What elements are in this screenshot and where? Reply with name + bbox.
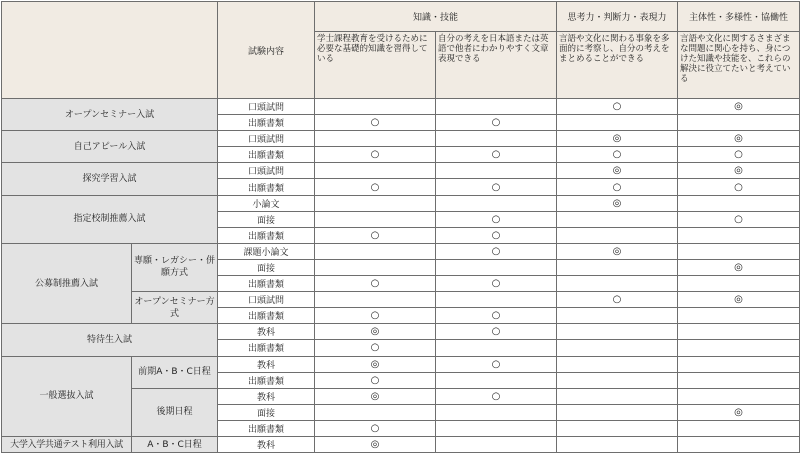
mark-cell bbox=[315, 211, 436, 227]
mark-cell bbox=[315, 131, 436, 147]
mark-cell: ○ bbox=[678, 179, 800, 195]
exam-cell: 面接 bbox=[218, 211, 315, 227]
mark-cell: ○ bbox=[436, 179, 557, 195]
mark-cell: ◎ bbox=[678, 404, 800, 420]
mark-cell bbox=[557, 259, 678, 275]
header-corner bbox=[2, 2, 218, 99]
mark-cell: ○ bbox=[557, 292, 678, 308]
mark-cell bbox=[436, 131, 557, 147]
mark-cell bbox=[315, 259, 436, 275]
mark-cell bbox=[678, 324, 800, 340]
mark-cell bbox=[436, 420, 557, 436]
mark-cell bbox=[678, 195, 800, 211]
exam-cell: 教科 bbox=[218, 388, 315, 404]
row-sublabel-public-2: オープンセミナー方式 bbox=[132, 292, 218, 324]
mark-cell bbox=[557, 308, 678, 324]
mark-cell bbox=[436, 436, 557, 452]
mark-cell: ○ bbox=[315, 308, 436, 324]
exam-cell: 小論文 bbox=[218, 195, 315, 211]
mark-cell bbox=[557, 388, 678, 404]
mark-cell: ○ bbox=[436, 243, 557, 259]
mark-cell bbox=[315, 163, 436, 179]
mark-cell: ○ bbox=[315, 147, 436, 163]
mark-cell bbox=[678, 308, 800, 324]
mark-cell bbox=[436, 292, 557, 308]
mark-cell bbox=[557, 404, 678, 420]
mark-cell: ◎ bbox=[678, 163, 800, 179]
row-label-self-appeal: 自己アピール入試 bbox=[2, 131, 218, 163]
mark-cell bbox=[678, 388, 800, 404]
mark-cell bbox=[436, 259, 557, 275]
mark-cell: ○ bbox=[315, 179, 436, 195]
mark-cell bbox=[678, 243, 800, 259]
mark-cell: ○ bbox=[315, 276, 436, 292]
mark-cell: ○ bbox=[436, 308, 557, 324]
mark-cell: ◎ bbox=[678, 131, 800, 147]
mark-cell: ○ bbox=[436, 147, 557, 163]
mark-cell bbox=[557, 436, 678, 452]
mark-cell: ◎ bbox=[557, 131, 678, 147]
mark-cell bbox=[436, 195, 557, 211]
exam-cell: 口頭試問 bbox=[218, 131, 315, 147]
mark-cell bbox=[557, 115, 678, 131]
mark-cell bbox=[315, 99, 436, 115]
mark-cell: ○ bbox=[678, 211, 800, 227]
exam-cell: 出願書類 bbox=[218, 420, 315, 436]
exam-cell: 出願書類 bbox=[218, 115, 315, 131]
mark-cell bbox=[557, 372, 678, 388]
mark-cell bbox=[315, 243, 436, 259]
mark-cell bbox=[678, 227, 800, 243]
exam-cell: 教科 bbox=[218, 436, 315, 452]
mark-cell: ○ bbox=[557, 147, 678, 163]
exam-cell: 口頭試問 bbox=[218, 163, 315, 179]
row-sublabel-public-1: 専願・レガシー・併願方式 bbox=[132, 243, 218, 291]
mark-cell bbox=[678, 115, 800, 131]
exam-cell: 面接 bbox=[218, 404, 315, 420]
header-group-knowledge: 知識・技能 bbox=[315, 2, 557, 32]
mark-cell: ◎ bbox=[557, 243, 678, 259]
header-group-autonomy: 主体性・多様性・協働性 bbox=[678, 2, 800, 32]
header-desc-thinking: 言語や文化に関わる事象を多面的に考察し、自分の考えをまとめることができる bbox=[557, 32, 678, 99]
exam-cell: 出願書類 bbox=[218, 179, 315, 195]
mark-cell: ◎ bbox=[557, 195, 678, 211]
mark-cell: ○ bbox=[315, 420, 436, 436]
mark-cell bbox=[678, 420, 800, 436]
row-label-public: 公募制推薦入試 bbox=[2, 243, 132, 323]
exam-cell: 教科 bbox=[218, 324, 315, 340]
mark-cell bbox=[315, 404, 436, 420]
mark-cell: ○ bbox=[436, 211, 557, 227]
mark-cell bbox=[678, 436, 800, 452]
mark-cell: ◎ bbox=[315, 388, 436, 404]
mark-cell: ○ bbox=[315, 227, 436, 243]
row-label-scholarship: 特待生入試 bbox=[2, 324, 218, 356]
mark-cell: ◎ bbox=[678, 259, 800, 275]
header-exam-content: 試験内容 bbox=[218, 2, 315, 99]
mark-cell: ○ bbox=[436, 227, 557, 243]
mark-cell: ◎ bbox=[678, 292, 800, 308]
exam-cell: 面接 bbox=[218, 259, 315, 275]
mark-cell bbox=[557, 420, 678, 436]
mark-cell: ○ bbox=[315, 340, 436, 356]
mark-cell: ○ bbox=[678, 147, 800, 163]
exam-cell: 出願書類 bbox=[218, 227, 315, 243]
mark-cell: ◎ bbox=[678, 99, 800, 115]
mark-cell bbox=[557, 324, 678, 340]
mark-cell: ◎ bbox=[315, 324, 436, 340]
exam-cell: 出願書類 bbox=[218, 372, 315, 388]
mark-cell bbox=[315, 292, 436, 308]
mark-cell bbox=[678, 356, 800, 372]
exam-cell: 口頭試問 bbox=[218, 292, 315, 308]
row-sublabel-common-test: A・B・C日程 bbox=[132, 436, 218, 452]
mark-cell bbox=[436, 372, 557, 388]
row-sublabel-general-1: 前期A・B・C日程 bbox=[132, 356, 218, 388]
exam-cell: 出願書類 bbox=[218, 308, 315, 324]
row-label-open-seminar: オープンセミナー入試 bbox=[2, 99, 218, 131]
row-label-common-test: 大学入学共通テスト利用入試 bbox=[2, 436, 132, 452]
row-sublabel-general-2: 後期日程 bbox=[132, 388, 218, 436]
row-label-general: 一般選抜入試 bbox=[2, 356, 132, 436]
mark-cell: ◎ bbox=[315, 356, 436, 372]
mark-cell: ◎ bbox=[557, 163, 678, 179]
mark-cell bbox=[557, 340, 678, 356]
mark-cell bbox=[436, 99, 557, 115]
mark-cell bbox=[557, 356, 678, 372]
exam-cell: 出願書類 bbox=[218, 340, 315, 356]
mark-cell bbox=[678, 372, 800, 388]
mark-cell bbox=[557, 276, 678, 292]
mark-cell: ○ bbox=[315, 372, 436, 388]
mark-cell: ○ bbox=[557, 99, 678, 115]
exam-cell: 課題小論文 bbox=[218, 243, 315, 259]
mark-cell bbox=[557, 227, 678, 243]
header-desc-autonomy: 言語や文化に関するさまざまな問題に関心を持ち、身につけた知識や技能を、これらの解決に役立てたいと考えている bbox=[678, 32, 800, 99]
header-group-thinking: 思考力・判断力・表現力 bbox=[557, 2, 678, 32]
mark-cell: ○ bbox=[315, 115, 436, 131]
mark-cell bbox=[678, 340, 800, 356]
mark-cell: ○ bbox=[436, 324, 557, 340]
mark-cell bbox=[436, 163, 557, 179]
header-desc-knowledge-2: 自分の考えを日本語または英語で他者にわかりやすく文章表現できる bbox=[436, 32, 557, 99]
mark-cell bbox=[436, 404, 557, 420]
mark-cell: ○ bbox=[436, 388, 557, 404]
exam-cell: 教科 bbox=[218, 356, 315, 372]
mark-cell: ○ bbox=[436, 276, 557, 292]
mark-cell bbox=[315, 195, 436, 211]
mark-cell: ◎ bbox=[315, 436, 436, 452]
header-desc-knowledge-1: 学士課程教育を受けるために必要な基礎的知識を習得している bbox=[315, 32, 436, 99]
mark-cell: ○ bbox=[557, 179, 678, 195]
mark-cell: ○ bbox=[436, 115, 557, 131]
row-label-inquiry: 探究学習入試 bbox=[2, 163, 218, 195]
admission-policy-table bbox=[1, 1, 800, 453]
mark-cell bbox=[678, 276, 800, 292]
row-label-designated: 指定校制推薦入試 bbox=[2, 195, 218, 243]
mark-cell bbox=[436, 340, 557, 356]
exam-cell: 口頭試問 bbox=[218, 99, 315, 115]
exam-cell: 出願書類 bbox=[218, 276, 315, 292]
mark-cell: ○ bbox=[436, 356, 557, 372]
mark-cell bbox=[557, 211, 678, 227]
exam-cell: 出願書類 bbox=[218, 147, 315, 163]
